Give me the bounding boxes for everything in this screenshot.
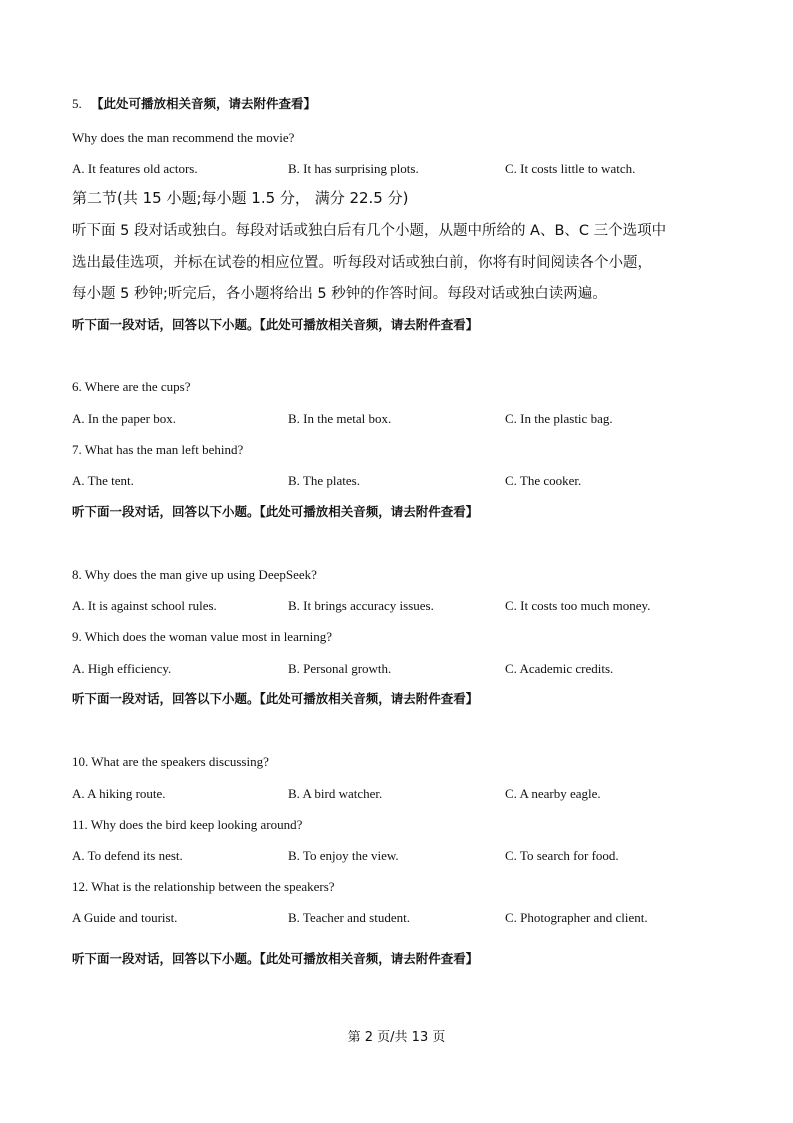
instructions-line-1: 听下面 5 段对话或独白。每段对话或独白后有几个小题，从题中所给的 A、B、C 三个选项中 xyxy=(72,223,667,239)
instructions-line-3: 每小题 5 秒钟;听完后，各小题将给出 5 秒钟的作答时间。每段对话或独白读两遍。 xyxy=(72,286,607,302)
q11-option-b: B. To enjoy the view. xyxy=(288,848,399,863)
q7-option-b: B. The plates. xyxy=(288,473,360,488)
q9-option-c: C. Academic credits. xyxy=(505,661,614,676)
dialogue-prompt[interactable]: 听下面一段对话，回答以下小题。【此处可播放相关音频，请去附件查看】 xyxy=(72,951,479,966)
q12-option-b: B. Teacher and student. xyxy=(288,910,410,925)
q5-question: Why does the man recommend the movie? xyxy=(72,130,295,145)
q5-number: 5. xyxy=(72,96,82,111)
dialogue-prompt[interactable]: 听下面一段对话，回答以下小题。【此处可播放相关音频，请去附件查看】 xyxy=(72,317,479,332)
q6-question: 6. Where are the cups? xyxy=(72,379,191,394)
q7-question: 7. What has the man left behind? xyxy=(72,442,244,457)
q10-option-b: B. A bird watcher. xyxy=(288,786,383,801)
q12-option-a: A Guide and tourist. xyxy=(72,910,178,925)
instructions-line-2: 选出最佳选项，并标在试卷的相应位置。听每段对话或独白前，你将有时间阅读各个小题， xyxy=(72,255,652,271)
q5-option-c: C. It costs little to watch. xyxy=(505,161,636,176)
section-heading: 第二节(共 15 小题;每小题 1.5 分， 满分 22.5 分) xyxy=(72,189,409,207)
q8-option-a: A. It is against school rules. xyxy=(72,598,217,613)
q12-option-c: C. Photographer and client. xyxy=(505,910,648,925)
q5-header xyxy=(72,96,316,112)
q5-option-b: B. It has surprising plots. xyxy=(288,161,419,176)
q9-question: 9. Which does the woman value most in learning? xyxy=(72,629,333,644)
q7-option-c: C. The cooker. xyxy=(505,473,582,488)
q11-option-c: C. To search for food. xyxy=(505,848,619,863)
q10-option-a: A. A hiking route. xyxy=(72,786,166,801)
page-number: 第 2 页/共 13 页 xyxy=(347,1030,446,1045)
q8-option-b: B. It brings accuracy issues. xyxy=(288,598,434,613)
audio-note[interactable]: 【此处可播放相关音频，请去附件查看】 xyxy=(91,96,317,111)
q6-option-c: C. In the plastic bag. xyxy=(505,411,613,426)
q11-option-a: A. To defend its nest. xyxy=(72,848,183,863)
q8-question: 8. Why does the man give up using DeepSeek? xyxy=(72,567,317,582)
q7-option-a: A. The tent. xyxy=(72,473,134,488)
q6-option-b: B. In the metal box. xyxy=(288,411,392,426)
q11-question: 11. Why does the bird keep looking around? xyxy=(72,817,303,832)
q12-question: 12. What is the relationship between the speakers? xyxy=(72,879,335,894)
dialogue-prompt[interactable]: 听下面一段对话，回答以下小题。【此处可播放相关音频，请去附件查看】 xyxy=(72,691,479,706)
q9-option-b: B. Personal growth. xyxy=(288,661,392,676)
q10-question: 10. What are the speakers discussing? xyxy=(72,754,269,769)
q5-option-a: A. It features old actors. xyxy=(72,161,198,176)
q8-option-c: C. It costs too much money. xyxy=(505,598,651,613)
q9-option-a: A. High efficiency. xyxy=(72,661,172,676)
q6-option-a: A. In the paper box. xyxy=(72,411,176,426)
dialogue-prompt[interactable]: 听下面一段对话，回答以下小题。【此处可播放相关音频，请去附件查看】 xyxy=(72,504,479,519)
q10-option-c: C. A nearby eagle. xyxy=(505,786,601,801)
